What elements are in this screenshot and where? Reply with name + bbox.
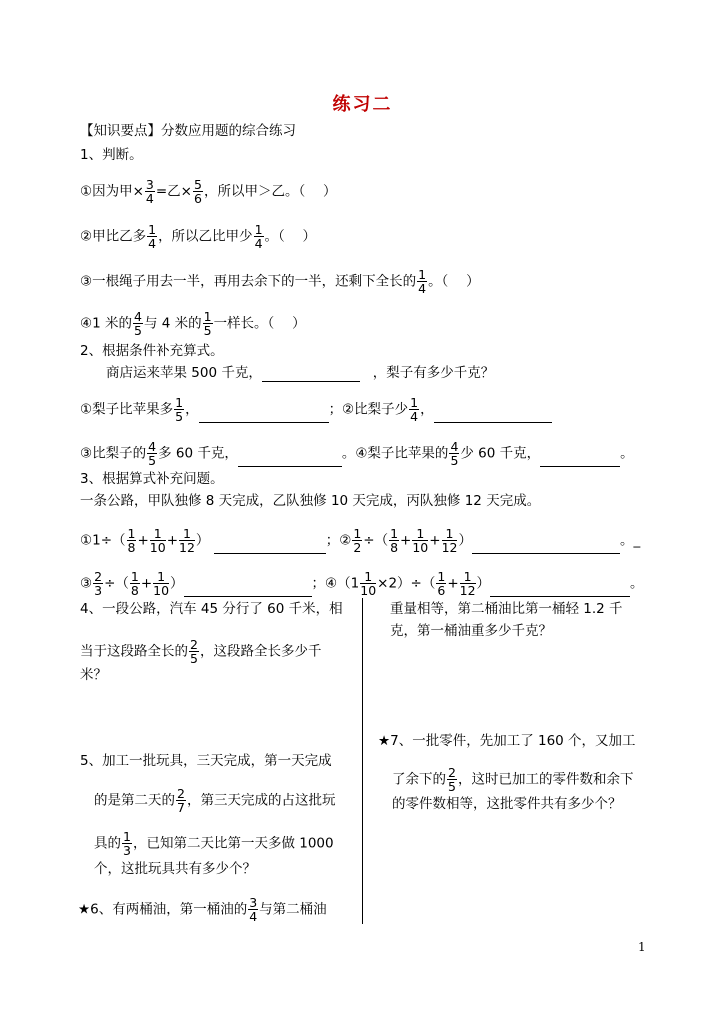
denominator: 10 [412,540,429,555]
fraction [153,570,169,597]
text-segment: 。 [620,445,634,462]
numerator: 3 [249,895,258,910]
text-segment: ③比梨子的 [80,445,147,462]
numerator: 2 [190,637,198,652]
q1-item-2 [80,223,316,250]
text-segment: 。（ ） [264,228,317,245]
numerator: 1 [353,526,362,541]
text-segment: ） [458,532,472,549]
answer-blank [490,582,630,597]
text-segment: ；②比梨子少 [328,401,409,418]
numerator: 1 [418,267,427,282]
fraction [409,396,419,423]
text-segment: 一样长。（ ） [213,315,306,332]
denominator: 2 [353,540,362,555]
numerator: 1 [127,526,136,541]
q5-line-1: 5、加工一批玩具，三天完成，第一天完成 [80,753,332,769]
numerator: 1 [412,527,428,541]
text-segment: ，第三天完成的占这批玩 [186,792,336,809]
denominator: 4 [418,281,427,296]
numerator: 1 [130,569,139,584]
fraction [145,178,155,205]
text-segment: + [447,575,459,592]
denominator: 10 [149,540,166,555]
denominator: 12 [179,540,195,555]
fraction [417,268,427,295]
denominator: 4 [145,191,154,206]
text-segment: 多 60 千克， [158,445,238,462]
numerator: 1 [410,395,419,410]
numerator: 5 [194,177,202,192]
denominator: 3 [123,843,131,858]
q2-heading: 2、根据条件补充算式。 [80,343,224,359]
denominator: 12 [459,583,476,598]
fraction [436,570,446,597]
page-title: 练习二 [332,94,393,115]
numerator: 1 [123,829,131,844]
fraction [389,527,399,554]
q6-line-2: 重量相等，第二桶油比第一桶轻 1.2 千 [390,601,623,617]
text-segment: 当于这段路全长的 [80,643,188,660]
denominator: 5 [448,779,456,794]
answer-blank [434,408,552,423]
fraction [449,440,459,467]
text-segment: 。（ ） [428,273,480,290]
numerator: 4 [148,439,157,454]
q1-item-3 [80,268,480,295]
q3-heading: 3、根据算式补充问题。 [80,471,224,487]
q2-line-1 [80,396,552,423]
q5-line-3 [94,830,334,857]
answer-blank [184,582,312,597]
numerator: 3 [145,177,154,192]
text-segment: ②甲比乙多 [80,228,147,245]
denominator: 5 [148,453,157,468]
denominator: 10 [360,583,377,598]
numerator: 4 [133,309,142,324]
denominator: 5 [450,453,459,468]
text-segment: 。_ [619,532,641,549]
answer-blank [472,539,620,554]
numerator: 1 [179,527,195,541]
fraction [93,570,103,597]
q5-line-2 [94,787,335,814]
text-segment: 的是第二天的 [94,792,175,809]
q1-item-1 [80,178,337,205]
answer-blank [238,452,342,467]
fraction [176,787,186,814]
answer-blank [214,539,326,554]
numerator: 4 [450,439,459,454]
numerator: 2 [177,786,185,801]
fraction [130,570,140,597]
text-segment: =乙× [155,183,192,200]
text-segment: 。 [630,575,644,592]
denominator: 5 [203,323,212,338]
knowledge-point: 【知识要点】分数应用题的综合练习 [80,123,296,139]
q4-line-3: 米？ [80,667,107,683]
denominator: 5 [190,651,198,666]
fraction [179,527,195,554]
text-segment: 少 60 千克， [460,445,541,462]
text-segment: ①因为甲× [80,183,144,200]
text-segment: 与第二桶油 [259,901,327,918]
numerator: 1 [148,222,157,237]
denominator: 8 [127,540,136,555]
text-segment: 了余下的 [392,771,446,788]
q3-description: 一条公路，甲队独修 8 天完成，乙队独修 10 天完成，丙队独修 12 天完成。 [80,493,541,509]
fraction [147,440,157,467]
q3-line-1 [80,527,640,554]
q4-line-1: 4、一段公路，汽车 45 分行了 60 千米，相 [80,601,343,617]
text-segment: + [137,532,149,549]
fraction [254,223,264,250]
numerator: 1 [437,569,446,584]
denominator: 6 [194,191,202,206]
fraction [174,396,184,423]
q1-item-4 [80,310,306,337]
fraction [360,570,376,597]
text-segment: ÷（ [104,575,129,592]
text-segment: + [429,532,441,549]
text-segment: ， [420,401,434,418]
q3-line-2 [80,570,644,597]
fraction [147,223,157,250]
text-segment: 与 4 米的 [143,315,202,332]
q6-line-1 [78,896,327,923]
star-icon: ★ [78,901,91,918]
fraction [127,527,137,554]
numerator: 1 [175,395,184,410]
fraction [447,766,457,793]
fraction [193,178,203,205]
fraction [133,310,143,337]
text-segment: ， [185,401,199,418]
fraction [412,527,428,554]
q7-line-1 [378,732,636,750]
denominator: 5 [175,409,184,424]
q6-line-3: 克，第一桶油重多少千克？ [390,623,552,639]
fraction [442,527,458,554]
denominator: 5 [133,323,142,338]
denominator: 10 [153,583,170,598]
fraction [352,527,362,554]
numerator: 1 [460,570,476,584]
text-segment: ，所以乙比甲少 [158,228,253,245]
text-segment: ） [195,532,210,549]
text-segment: ，这时已加工的零件数和余下 [457,771,634,788]
page-number: 1 [638,940,646,954]
q4-line-2 [80,638,321,665]
text-segment: ） [170,575,184,592]
fraction [122,830,132,857]
text-segment: ③一根绳子用去一半，再用去余下的一半，还剩下全长的 [80,273,417,290]
text-segment: + [400,532,412,549]
column-divider [362,598,363,924]
text-segment: 。④梨子比苹果的 [341,445,449,462]
text-segment: ；② [325,532,352,549]
text-segment: ） [476,575,491,592]
text-segment: ，梨子有多少千克？ [372,365,495,381]
denominator: 7 [177,800,185,815]
text-segment: + [140,575,153,592]
answer-blank [262,367,360,382]
denominator: 4 [254,236,263,251]
text-segment: + [166,532,178,549]
numerator: 1 [150,527,166,541]
denominator: 8 [130,583,139,598]
star-icon: ★ [378,733,391,749]
numerator: 1 [153,570,169,584]
text-segment: ，这段路全长多少千 [199,643,322,660]
text-segment: ÷（ [363,532,389,549]
numerator: 1 [442,527,458,541]
text-segment: ④1 米的 [80,315,132,332]
text-segment: ①梨子比苹果多 [80,401,174,418]
text-segment: ①1÷（ [80,532,126,549]
text-segment: ；④（1 [311,575,360,592]
text-segment: ×2）÷（ [377,575,436,592]
denominator: 4 [249,909,258,924]
numerator: 2 [94,569,103,584]
fraction [248,896,258,923]
answer-blank [199,408,329,423]
denominator: 4 [410,409,419,424]
text-segment: 商店运来苹果 500 千克， [106,365,262,381]
q7-line-2 [392,766,633,793]
q1-heading: 1、判断。 [80,147,143,163]
denominator: 8 [390,540,399,555]
denominator: 3 [94,583,103,598]
answer-blank [540,452,620,467]
text-segment: 6、有两桶油，第一桶油的 [90,901,248,918]
fraction [189,638,199,665]
text-segment: ，已知第二天比第一天多做 1000 [132,835,334,852]
text-segment: ③ [80,575,93,592]
text-segment: ，所以甲＞乙。（ ） [203,183,337,200]
q2-condition [106,364,494,382]
q2-line-2 [80,440,634,467]
text-segment: 7、一批零件，先加工了 160 个，又加工 [390,733,636,749]
numerator: 2 [448,765,456,780]
denominator: 12 [441,540,458,555]
numerator: 1 [254,222,263,237]
numerator: 1 [390,526,399,541]
fraction [203,310,213,337]
fraction [150,527,166,554]
text-segment: 具的 [94,835,121,852]
denominator: 6 [437,583,446,598]
numerator: 1 [203,309,212,324]
fraction [460,570,476,597]
denominator: 4 [148,236,157,251]
q5-line-4: 个，这批玩具共有多少个？ [94,861,256,877]
numerator: 1 [360,570,376,584]
q7-line-3: 的零件数相等，这批零件共有多少个？ [392,796,622,812]
